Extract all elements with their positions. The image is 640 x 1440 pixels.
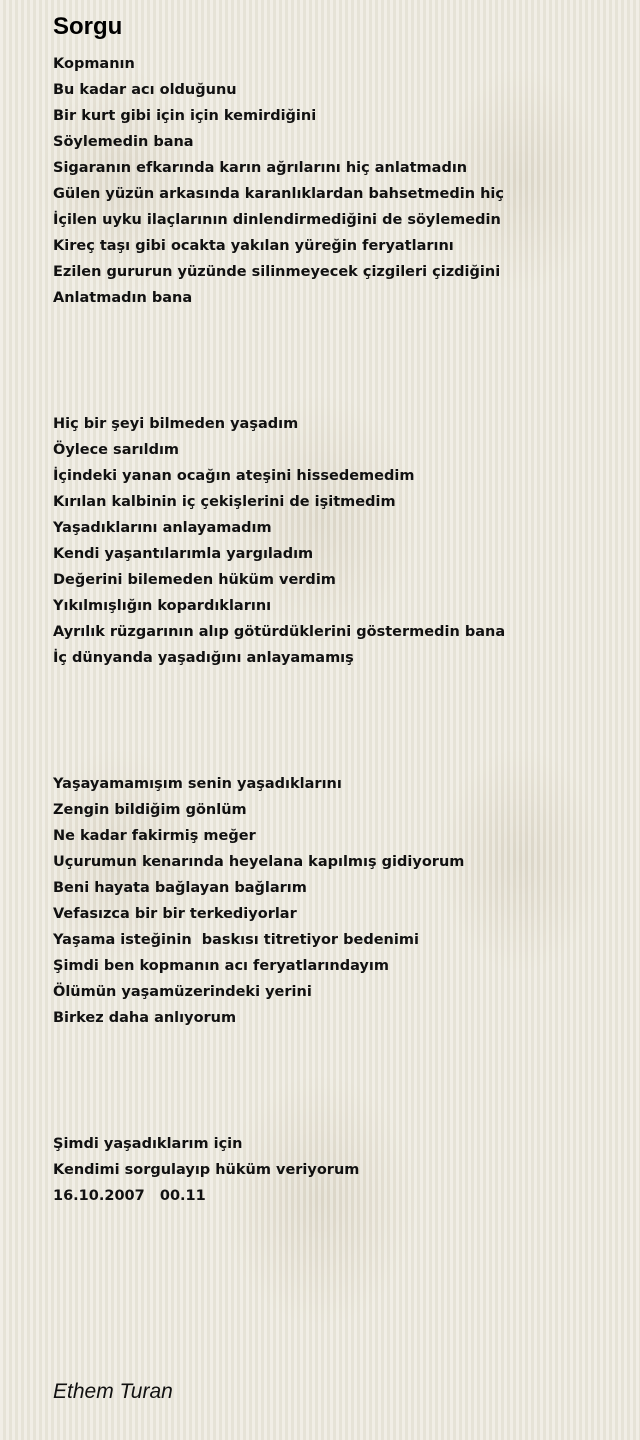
poem-line: Ezilen gururun yüzünde silinmeyecek çizgileri çizdiğini [53, 264, 501, 280]
poem-line: Yaşayamamışım senin yaşadıklarını [53, 776, 342, 792]
poem-line: Bir kurt gibi için için kemirdiğini [53, 108, 317, 124]
poem-line: Ne kadar fakirmiş meğer [53, 828, 256, 844]
poem-line: İçilen uyku ilaçlarının dinlendirmediğini de söylemedin [53, 212, 501, 228]
stanza-2 [53, 411, 505, 671]
poem-line: Söylemedin bana [53, 134, 194, 150]
poem-line: Değerini bilemeden hüküm verdim [53, 572, 336, 588]
poem-line: Yaşadıklarını anlayamadım [53, 520, 272, 536]
stanza-1 [53, 51, 504, 311]
poem-line: Beni hayata bağlayan bağlarım [53, 880, 307, 896]
poem-line: Vefasızca bir bir terkediyorlar [53, 906, 297, 922]
poem-line: İç dünyanda yaşadığını anlayamamış [53, 650, 354, 666]
poem-line: İçindeki yanan ocağın ateşini hissedemedim [53, 468, 415, 484]
poem-line: Gülen yüzün arkasında karanlıklardan bahsetmedin hiç [53, 186, 504, 202]
poem-line: Kendi yaşantılarımla yargıladım [53, 546, 314, 562]
poem-line: Şimdi ben kopmanın acı feryatlarındayım [53, 958, 389, 974]
poem-line: Hiç bir şeyi bilmeden yaşadım [53, 416, 299, 432]
poem-line: Kopmanın [53, 56, 135, 72]
stanza-4 [53, 1131, 359, 1209]
poem-line: Yıkılmışlığın kopardıklarını [53, 598, 272, 614]
poem-line: Kırılan kalbinin iç çekişlerini de işitmedim [53, 494, 396, 510]
poem-line: Öylece sarıldım [53, 442, 180, 458]
poem-title: Sorgu [53, 13, 123, 40]
poem-line: Zengin bildiğim gönlüm [53, 802, 247, 818]
poem-line: Anlatmadın bana [53, 290, 193, 306]
poem-line: Ayrılık rüzgarının alıp götürdüklerini göstermedin bana [53, 624, 506, 640]
poem-line: Ölümün yaşamüzerindeki yerini [53, 984, 312, 1000]
poem-line: Şimdi yaşadıklarım için [53, 1136, 243, 1152]
poem-line: Uçurumun kenarında heyelana kapılmış gidiyorum [53, 854, 465, 870]
poem-line: Birkez daha anlıyorum [53, 1010, 237, 1026]
poem-author: Ethem Turan [53, 1380, 173, 1403]
poem-line: Kendimi sorgulayıp hüküm veriyorum [53, 1162, 360, 1178]
poem-date: 16.10.2007 00.11 [53, 1188, 206, 1204]
poem-line: Yaşama isteğinin baskısı titretiyor bedenimi [53, 932, 419, 948]
poem-line: Sigaranın efkarında karın ağrılarını hiç anlatmadın [53, 160, 468, 176]
poem-line: Bu kadar acı olduğunu [53, 82, 237, 98]
stanza-3 [53, 771, 464, 1031]
poem-line: Kireç taşı gibi ocakta yakılan yüreğin feryatlarını [53, 238, 454, 254]
